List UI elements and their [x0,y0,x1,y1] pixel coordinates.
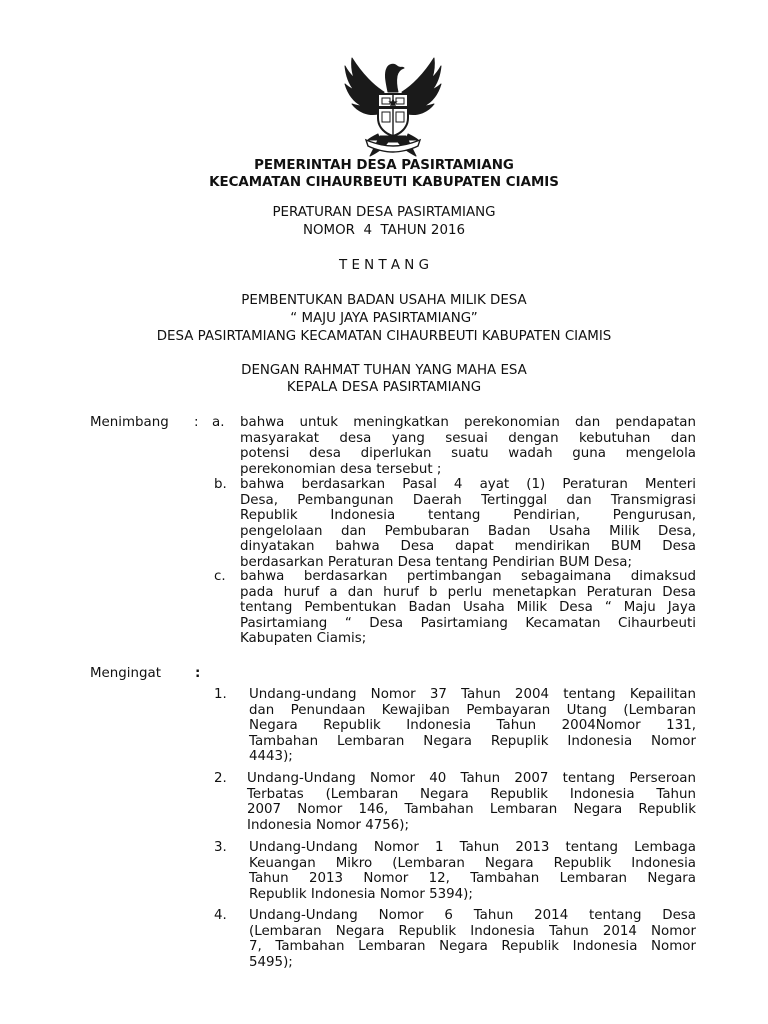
text-line: Desa, Pembangunan Daerah Tertinggal dan Transmigrasi [240,492,696,508]
text-line: 2007 Nomor 146, Tambahan Lembaran Negara Republik [247,802,696,818]
text-line: Undang-Undang Nomor 40 Tahun 2007 tentang Perseroan [247,771,696,786]
text-line: berdasarkan Peraturan Desa tentang Pendirian BUM Desa; [240,554,633,570]
text-line: tentang Pembentukan Badan Usaha Milik Desa “ Maju Jaya [240,600,696,616]
text-line: Tambahan Lembaran Negara Repuplik Indonesia Nomor [249,733,696,749]
menimbang-item-b [240,477,696,571]
subject-line-3: DESA PASIRTAMIANG KECAMATAN CIHAURBEUTI KABUPATEN CIAMIS [156,329,612,344]
text-line: bahwa berdasarkan Pasal 4 ayat (1) Peraturan Menteri [240,477,696,492]
menimbang-colon: : [194,415,199,430]
text-line: Undang-undang Nomor 37 Tahun 2004 tentang Kepailitan [249,687,696,702]
menimbang-item-b-marker: b. [214,477,227,492]
regulation-title: PERATURAN DESA PASIRTAMIANG [272,205,496,220]
text-line: bahwa berdasarkan pertimbangan sebagaimana dimaksud [240,569,696,584]
mengingat-item-4 [249,908,696,970]
garuda-emblem-icon [340,52,446,158]
text-line: perekonomian desa tersebut ; [240,461,442,477]
mengingat-colon: : [195,666,201,681]
text-line: Indonesia Nomor 4756); [247,817,410,833]
text-line: Undang-Undang Nomor 1 Tahun 2013 tentang Lembaga [249,840,696,855]
regulation-number: NOMOR 4 TAHUN 2016 [302,223,466,238]
mengingat-item-1-marker: 1. [214,687,227,702]
subject-line-2: “ MAJU JAYA PASIRTAMIANG” [290,311,478,326]
text-line: Pasirtamiang “ Desa Pasirtamiang Kecamatan Cihaurbeuti [240,615,696,631]
text-line: Negara Republik Indonesia Tahun 2004Nomor 131, [249,718,696,734]
text-line: masyarakat desa yang sesuai dengan kebutuhan dan [240,430,696,446]
text-line: dan Penundaan Kewajiban Pembayaran Utang (Lembaran [249,702,696,718]
menimbang-item-c [240,569,696,647]
mengingat-item-3 [249,840,696,902]
text-line: dinyatakan bahwa Desa dapat mendirikan BUM Desa [240,539,696,555]
menimbang-item-a-marker: a. [212,415,225,430]
text-line: bahwa untuk meningkatkan perekonomian dan pendapatan [240,415,696,430]
text-line: 5495); [249,954,293,970]
mengingat-item-3-marker: 3. [214,840,227,855]
preamble-line-2: KEPALA DESA PASIRTAMIANG [286,380,482,395]
text-line: Republik Indonesia Nomor 5394); [249,886,473,902]
text-line: Keuangan Mikro (Lembaran Negara Republik Indonesia [249,855,696,871]
mengingat-label: Mengingat [90,666,161,681]
mengingat-item-2 [247,771,696,833]
header-line-2: KECAMATAN CIHAURBEUTI KABUPATEN CIAMIS [209,175,559,190]
mengingat-item-1 [249,687,696,765]
text-line: (Lembaran Negara Republik Indonesia Tahun 2014 Nomor [249,923,696,939]
mengingat-item-4-marker: 4. [214,908,227,923]
regulation-about: T E N T A N G [339,258,429,273]
text-line: 7, Tambahan Lembaran Negara Republik Indonesia Nomor [249,939,696,955]
preamble-line-1: DENGAN RAHMAT TUHAN YANG MAHA ESA [241,363,527,378]
subject-line-1: PEMBENTUKAN BADAN USAHA MILIK DESA [241,293,527,308]
header-line-1: PEMERINTAH DESA PASIRTAMIANG [254,158,514,173]
menimbang-item-a [240,415,696,477]
text-line: Republik Indonesia tentang Pendirian, Pengurusan, [240,508,696,524]
menimbang-label: Menimbang [90,415,169,430]
text-line: Terbatas (Lembaran Negara Republik Indonesia Tahun [247,786,696,802]
text-line: Undang-Undang Nomor 6 Tahun 2014 tentang Desa [249,908,696,923]
text-line: 4443); [249,749,293,765]
text-line: pada huruf a dan huruf b perlu menetapkan Peraturan Desa [240,584,696,600]
text-line: pengelolaan dan Pembubaran Badan Usaha Milik Desa, [240,523,696,539]
menimbang-item-c-marker: c. [214,569,226,584]
text-line: potensi desa diperlukan suatu wadah guna mengelola [240,446,696,462]
mengingat-item-2-marker: 2. [214,771,227,786]
text-line: Kabupaten Ciamis; [240,631,367,647]
text-line: Tahun 2013 Nomor 12, Tambahan Lembaran Negara [249,871,696,887]
